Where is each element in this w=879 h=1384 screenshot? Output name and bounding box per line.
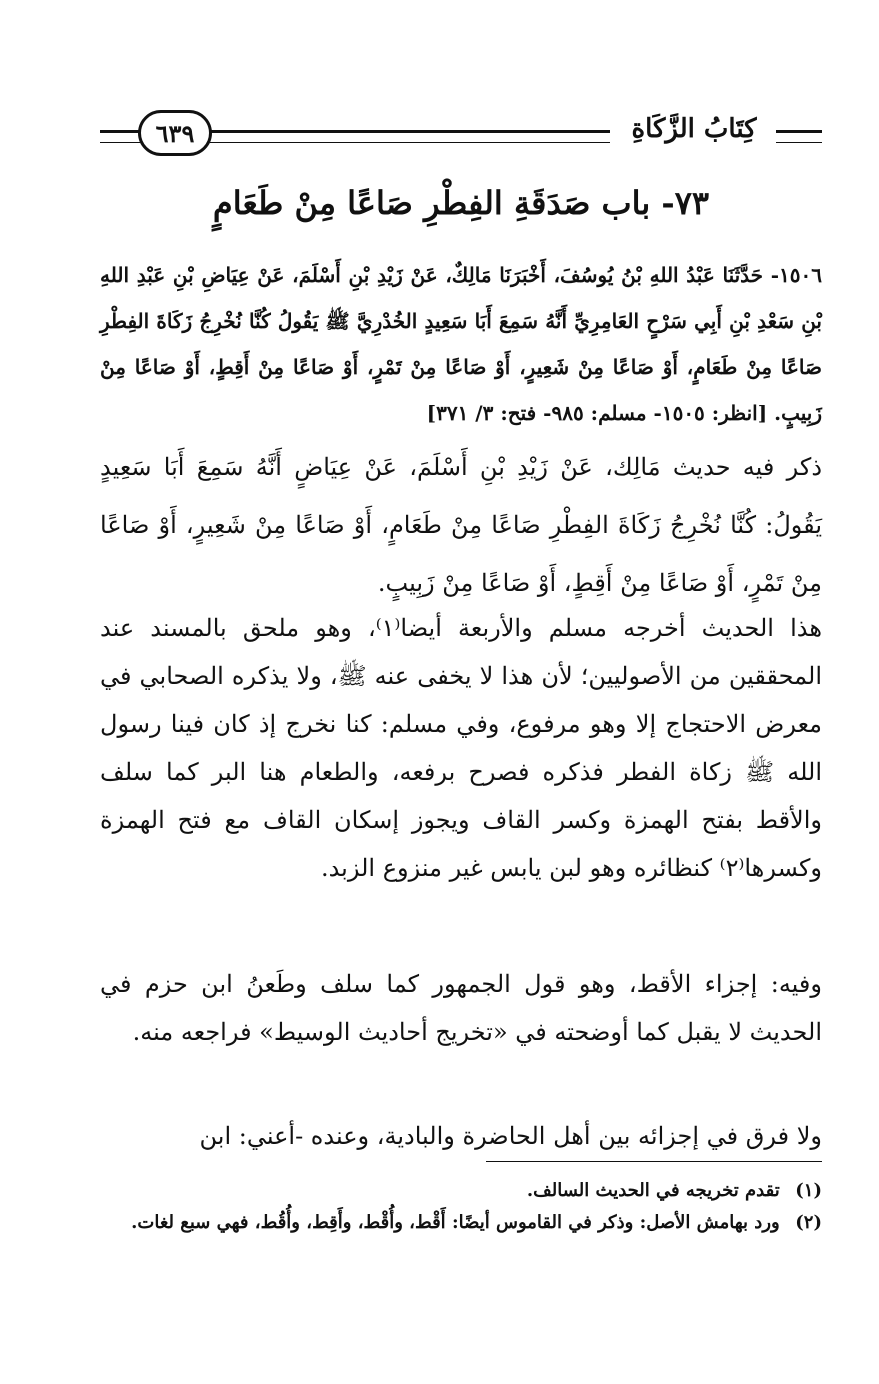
commentary-paragraph-1: ذكر فيه حديث مَالِك، عَنْ زَيْدِ بْنِ أَسْلَمَ، عَنْ عِيَاضٍ أَنَّهُ سَمِعَ أَبَا سَعِيدٍ يَقُولُ: كُنَّا نُخْرِجُ زَكَاةَ الفِطْرِ صَاعًا مِنْ طَعَامٍ، أَوْ صَاعًا مِنْ شَعِيرٍ، أَوْ صَاعًا مِنْ تَمْرٍ، أَوْ صَاعًا مِنْ أَقِطٍ، أَوْ صَاعًا مِنْ زَبِيبٍ.	[100, 453, 822, 597]
footnote-1	[100, 1176, 822, 1206]
footnote-separator	[486, 1161, 822, 1162]
hadith-text: ١٥٠٦- حَدَّثَنَا عَبْدُ اللهِ بْنُ يُوسُفَ، أَخْبَرَنَا مَالِكٌ، عَنْ زَيْدِ بْنِ أَسْلَمَ، عَنْ عِيَاضِ بْنِ عَبْدِ اللهِ بْنِ سَعْدِ بْنِ أَبِي سَرْحٍ العَامِرِيِّ أَنَّهُ سَمِعَ أَبَا سَعِيدٍ الخُدْرِيَّ ﷺ يَقُولُ كُنَّا نُخْرِجُ زَكَاةَ الفِطْرِ صَاعًا مِنْ طَعَامٍ، أَوْ صَاعًا مِنْ شَعِيرٍ، أَوْ صَاعًا مِنْ تَمْرٍ، أَوْ صَاعًا مِنْ أَقِطٍ، أَوْ صَاعًا مِنْ زَبِيبٍ. [انظر: ١٥٠٥- مسلم: ٩٨٥- فتح: ٣/ ٣٧١]	[100, 263, 822, 425]
footnote-number: (١)	[795, 1180, 822, 1201]
footnote-2	[100, 1208, 822, 1238]
commentary-paragraph-2: هذا الحديث أخرجه مسلم والأربعة أيضا⁽١⁾، وهو ملحق بالمسند عند المحققين من الأصوليين؛ لأن هذا لا يخفى عنه ﷺ، ولا يذكره الصحابي في معرض الاحتجاج إلا وهو مرفوع، وفي مسلم: كنا نخرج إذ كان فينا رسول الله ﷺ زكاة الفطر فذكره فصرح برفعه، والطعام هنا البر كما سلف والأقط بفتح الهمزة وكسر القاف ويجوز إسكان القاف مع فتح الهمزة وكسرها⁽٢⁾ كنظائره وهو لبن يابس غير منزوع الزبد.	[100, 614, 822, 882]
chapter-title: ٧٣- باب صَدَقَةِ الفِطْرِ صَاعًا مِنْ طَعَامٍ	[212, 184, 710, 222]
header-rule-left	[100, 130, 140, 143]
commentary-paragraph-3: وفيه: إجزاء الأقط، وهو قول الجمهور كما سلف وطَعنُ ابن حزم في الحديث لا يقبل كما أوضحته في «تخريج أحاديث الوسيط» فراجعه منه.	[100, 970, 822, 1046]
page-number-badge	[138, 110, 212, 156]
header-rule-right	[776, 130, 822, 143]
header-rule-middle	[210, 130, 610, 143]
commentary-paragraph-4: ولا فرق في إجزائه بين أهل الحاضرة والبادية، وعنده -أعني: ابن	[199, 1122, 822, 1150]
book-title: كِتَابُ الزَّكَاةِ	[631, 114, 757, 144]
footnote-number: (٢)	[795, 1212, 822, 1233]
running-header	[100, 104, 822, 164]
footnote-text: ورد بهامش الأصل: وذكر في القاموس أيضًا: أَقْط، وأُقْط، وأَقِط، وأُقُط، فهي سبع لغات.	[131, 1212, 780, 1233]
page-number: ٦٣٩	[155, 118, 195, 148]
footnote-text: تقدم تخريجه في الحديث السالف.	[526, 1180, 780, 1201]
